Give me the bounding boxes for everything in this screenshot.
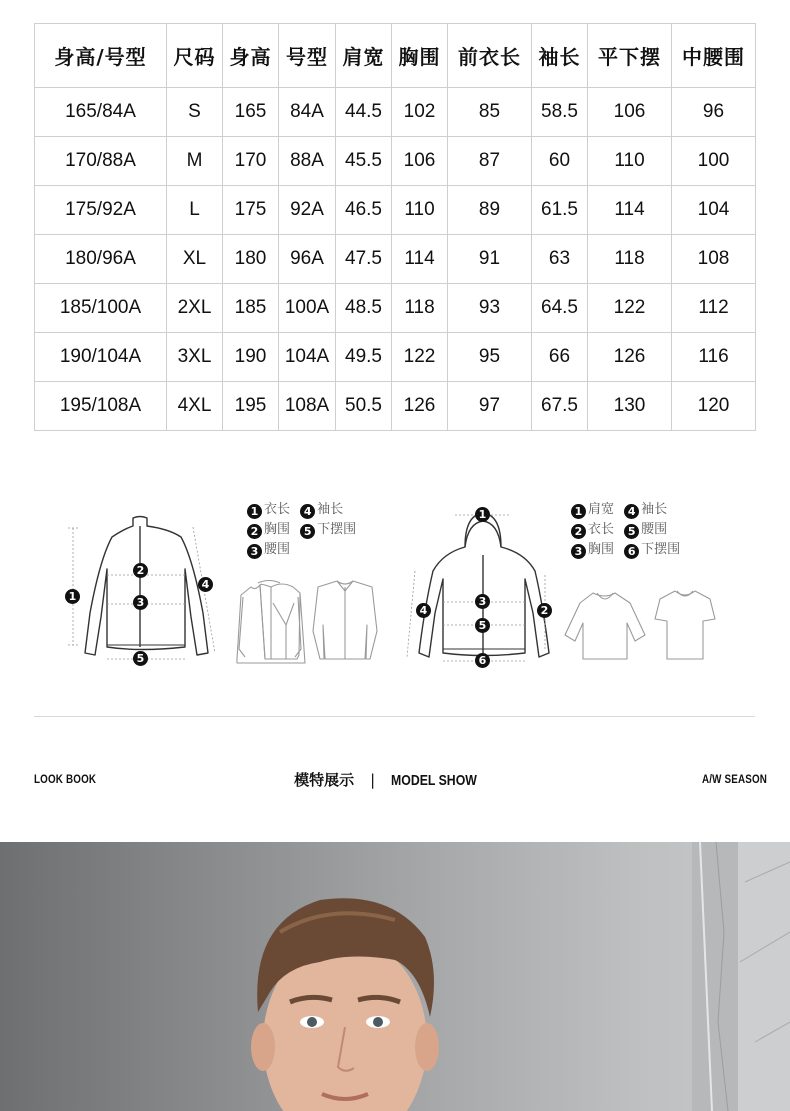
legend-item [571,520,614,540]
header-shoulder: 肩宽 [336,24,392,88]
legend-num: 3 [571,544,586,559]
long-sleeve-tee-icon [565,593,645,659]
marker-hoodie-3: 3 [475,594,490,609]
cell-front-length: 97 [448,382,532,431]
cell-front-length: 95 [448,333,532,382]
cell-size: 4XL [167,382,223,431]
heading-separator: | [370,771,376,789]
header-height: 身高 [223,24,279,88]
legend-label: 下摆围 [641,542,681,557]
cell-shoulder: 44.5 [336,88,392,137]
legend-label: 胸围 [588,542,615,557]
legend-label: 衣长 [588,522,615,537]
legend-num: 4 [624,504,639,519]
cell-sleeve: 61.5 [532,186,588,235]
marker-hoodie-5: 5 [475,618,490,633]
cell-chest: 126 [392,382,448,431]
cell-model: 100A [279,284,336,333]
jacket-icon [85,517,208,656]
cell-waist: 96 [672,88,756,137]
table-row [35,88,756,137]
cell-height: 180 [223,235,279,284]
cell-model: 92A [279,186,336,235]
legend-label: 衣长 [264,502,291,517]
marker-jacket-5: 5 [133,651,148,666]
cell-model: 88A [279,137,336,186]
marker-hoodie-4: 4 [416,603,431,618]
cell-chest: 118 [392,284,448,333]
header-chest: 胸围 [392,24,448,88]
section-divider [34,716,755,717]
legend-num: 2 [247,524,262,539]
tshirt-icon [655,591,715,659]
legend-label: 肩宽 [588,502,615,517]
cell-height: 170 [223,137,279,186]
cell-waist: 116 [672,333,756,382]
cell-hem: 130 [588,382,672,431]
cell-shoulder: 47.5 [336,235,392,284]
legend-item [247,540,290,560]
legend-item [300,520,356,540]
cell-model: 108A [279,382,336,431]
cell-waist: 100 [672,137,756,186]
cell-sleeve: 58.5 [532,88,588,137]
header-waist: 中腰围 [672,24,756,88]
legend-num: 6 [624,544,639,559]
header-hem: 平下摆 [588,24,672,88]
cell-height: 165 [223,88,279,137]
legend-label: 袖长 [317,502,344,517]
legend-label: 腰围 [264,542,291,557]
legend-item [624,500,667,520]
cell-height: 175 [223,186,279,235]
cell-sleeve: 67.5 [532,382,588,431]
cell-model: 84A [279,88,336,137]
marker-hoodie-2: 2 [537,603,552,618]
cell-shoulder: 50.5 [336,382,392,431]
marker-jacket-4: 4 [198,577,213,592]
cell-height-size: 165/84A [35,88,167,137]
shirt-icon [313,581,377,659]
legend-item [300,500,343,520]
cell-front-length: 93 [448,284,532,333]
cell-height-size: 185/100A [35,284,167,333]
legend-label: 胸围 [264,522,291,537]
cell-waist: 120 [672,382,756,431]
cell-waist: 104 [672,186,756,235]
header-front-length: 前衣长 [448,24,532,88]
cell-shoulder: 45.5 [336,137,392,186]
cell-front-length: 87 [448,137,532,186]
cell-size: L [167,186,223,235]
measurement-diagram [55,495,735,680]
cell-height: 190 [223,333,279,382]
jacket-legend [247,500,362,560]
cell-hem: 110 [588,137,672,186]
table-row [35,186,756,235]
legend-item [571,500,614,520]
cell-front-length: 91 [448,235,532,284]
table-row [35,333,756,382]
legend-label: 腰围 [641,522,668,537]
cell-hem: 126 [588,333,672,382]
legend-num: 2 [571,524,586,539]
table-row [35,382,756,431]
blazer-icon [237,581,305,664]
cell-sleeve: 63 [532,235,588,284]
marker-jacket-2: 2 [133,563,148,578]
legend-item [624,540,680,560]
marker-hoodie-1: 1 [475,507,490,522]
cell-height: 195 [223,382,279,431]
legend-label: 下摆围 [317,522,357,537]
legend-item [247,500,290,520]
cell-chest: 106 [392,137,448,186]
cell-height-size: 195/108A [35,382,167,431]
cell-shoulder: 48.5 [336,284,392,333]
table-row [35,235,756,284]
model-portrait-image [0,842,790,1111]
cell-chest: 114 [392,235,448,284]
table-row [35,284,756,333]
marker-jacket-1: 1 [65,589,80,604]
legend-num: 3 [247,544,262,559]
cell-chest: 102 [392,88,448,137]
legend-label: 袖长 [641,502,668,517]
cell-chest: 110 [392,186,448,235]
cell-chest: 122 [392,333,448,382]
legend-num: 5 [624,524,639,539]
legend-num: 4 [300,504,315,519]
size-chart-table [34,23,756,431]
cell-size: S [167,88,223,137]
cell-height-size: 170/88A [35,137,167,186]
cell-height-size: 175/92A [35,186,167,235]
cell-size: M [167,137,223,186]
header-height-size: 身高/号型 [35,24,167,88]
model-show-heading [0,769,790,790]
hoodie-icon [419,513,549,657]
lookbook-label: LOOK BOOK [34,772,97,786]
cell-model: 96A [279,235,336,284]
cell-hem: 118 [588,235,672,284]
model-show-en: MODEL SHOW [391,772,478,789]
cell-sleeve: 64.5 [532,284,588,333]
cell-size: XL [167,235,223,284]
cell-front-length: 85 [448,88,532,137]
legend-num: 5 [300,524,315,539]
header-size: 尺码 [167,24,223,88]
cell-hem: 106 [588,88,672,137]
table-body [35,88,756,431]
marker-jacket-3: 3 [133,595,148,610]
cell-height-size: 180/96A [35,235,167,284]
cell-model: 104A [279,333,336,382]
legend-item [571,540,614,560]
cell-size: 3XL [167,333,223,382]
season-label: A/W SEASON [702,772,768,786]
model-show-cn: 模特展示 [294,771,355,789]
table-header-row [35,24,756,88]
cell-shoulder: 46.5 [336,186,392,235]
legend-num: 1 [571,504,586,519]
legend-item [247,520,290,540]
model-photo [0,842,790,1111]
cell-height: 185 [223,284,279,333]
legend-num: 1 [247,504,262,519]
table-row [35,137,756,186]
hoodie-legend [571,500,686,560]
cell-size: 2XL [167,284,223,333]
cell-sleeve: 66 [532,333,588,382]
cell-waist: 112 [672,284,756,333]
cell-shoulder: 49.5 [336,333,392,382]
header-model: 号型 [279,24,336,88]
marker-hoodie-6: 6 [475,653,490,668]
cell-hem: 114 [588,186,672,235]
cell-height-size: 190/104A [35,333,167,382]
cell-waist: 108 [672,235,756,284]
legend-item [624,520,667,540]
cell-front-length: 89 [448,186,532,235]
cell-hem: 122 [588,284,672,333]
cell-sleeve: 60 [532,137,588,186]
header-sleeve: 袖长 [532,24,588,88]
